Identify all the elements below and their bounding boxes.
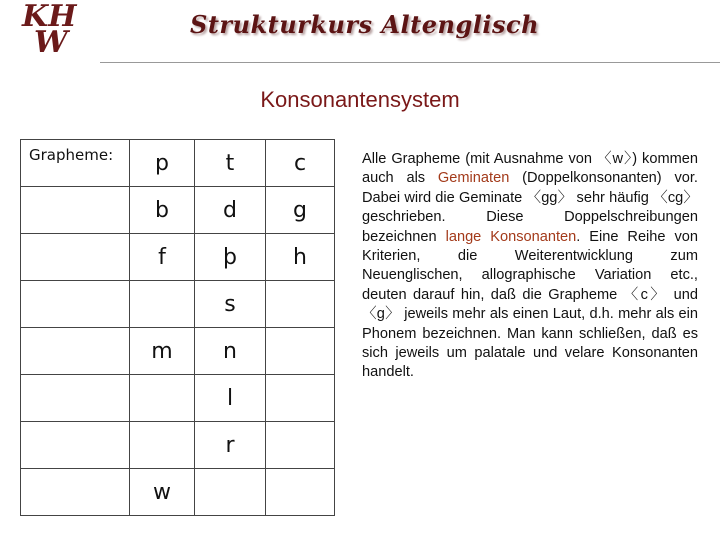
grapheme-cell: w — [130, 469, 195, 516]
grapheme-cell: r — [195, 422, 266, 469]
label-cell — [21, 328, 130, 375]
grapheme-cell: c — [266, 140, 335, 187]
description-part-1: Alle Grapheme (mit Ausnahme von 〈w〉) kommen auch als — [362, 151, 698, 187]
grapheme-cell — [130, 422, 195, 469]
grapheme-cell: t — [195, 140, 266, 187]
grapheme-cell: g — [266, 187, 335, 234]
table-row — [21, 469, 335, 516]
table-row — [21, 187, 335, 234]
grapheme-cell — [266, 469, 335, 516]
grapheme-cell — [130, 281, 195, 328]
table-row — [21, 140, 335, 187]
label-cell — [21, 469, 130, 516]
label-cell — [21, 375, 130, 422]
label-cell — [21, 187, 130, 234]
header-divider — [100, 62, 720, 63]
row-label: Grapheme: — [21, 140, 130, 187]
table-row — [21, 328, 335, 375]
label-cell — [21, 281, 130, 328]
grapheme-cell: s — [195, 281, 266, 328]
grapheme-cell: m — [130, 328, 195, 375]
grapheme-cell: p — [130, 140, 195, 187]
description-part-2: (Doppelkonsonanten) vor. Dabei wird die Geminate 〈gg〉 sehr häufig 〈cg〉 geschrieben. Diese Doppelschreibungen bezeichnen — [362, 170, 698, 245]
grapheme-cell — [266, 328, 335, 375]
description-part-3: . Eine Reihe von Kriterien, die Weiterentwicklung zum Neuenglischen, allographische Variation etc., deuten darauf hin, daß die Grapheme 〈c〉 und 〈g〉 jeweils mehr als einen Laut, d.h. mehr als ein Phonem bezeichnen. Man kann schließen, daß es sich jeweils um palatale und velare Konsonanten handelt. — [362, 228, 698, 381]
label-cell — [21, 422, 130, 469]
grapheme-cell — [266, 375, 335, 422]
grapheme-cell: f — [130, 234, 195, 281]
section-title-text: Konsonantensystem — [260, 87, 460, 112]
term-geminaten: Geminaten — [437, 170, 510, 187]
grapheme-cell — [195, 469, 266, 516]
table-row — [21, 422, 335, 469]
grapheme-cell: þ — [195, 234, 266, 281]
logo — [22, 2, 92, 58]
table-row — [21, 375, 335, 422]
grapheme-cell: n — [195, 328, 266, 375]
label-cell — [21, 234, 130, 281]
grapheme-cell: b — [130, 187, 195, 234]
section-title — [0, 87, 720, 113]
grapheme-cell: h — [266, 234, 335, 281]
grapheme-cell — [266, 422, 335, 469]
grapheme-cell: d — [195, 187, 266, 234]
grapheme-cell — [266, 281, 335, 328]
table-row — [21, 281, 335, 328]
term-lange-konsonanten: lange Konsonanten — [445, 228, 577, 245]
logo-line-2: W — [34, 25, 68, 60]
course-title: Strukturkurs Altenglisch — [190, 10, 540, 39]
description-text — [362, 150, 698, 383]
grapheme-cell — [130, 375, 195, 422]
table-row — [21, 234, 335, 281]
logo-line-1: KH — [22, 0, 77, 34]
grapheme-cell: l — [195, 375, 266, 422]
grapheme-table — [20, 139, 335, 516]
